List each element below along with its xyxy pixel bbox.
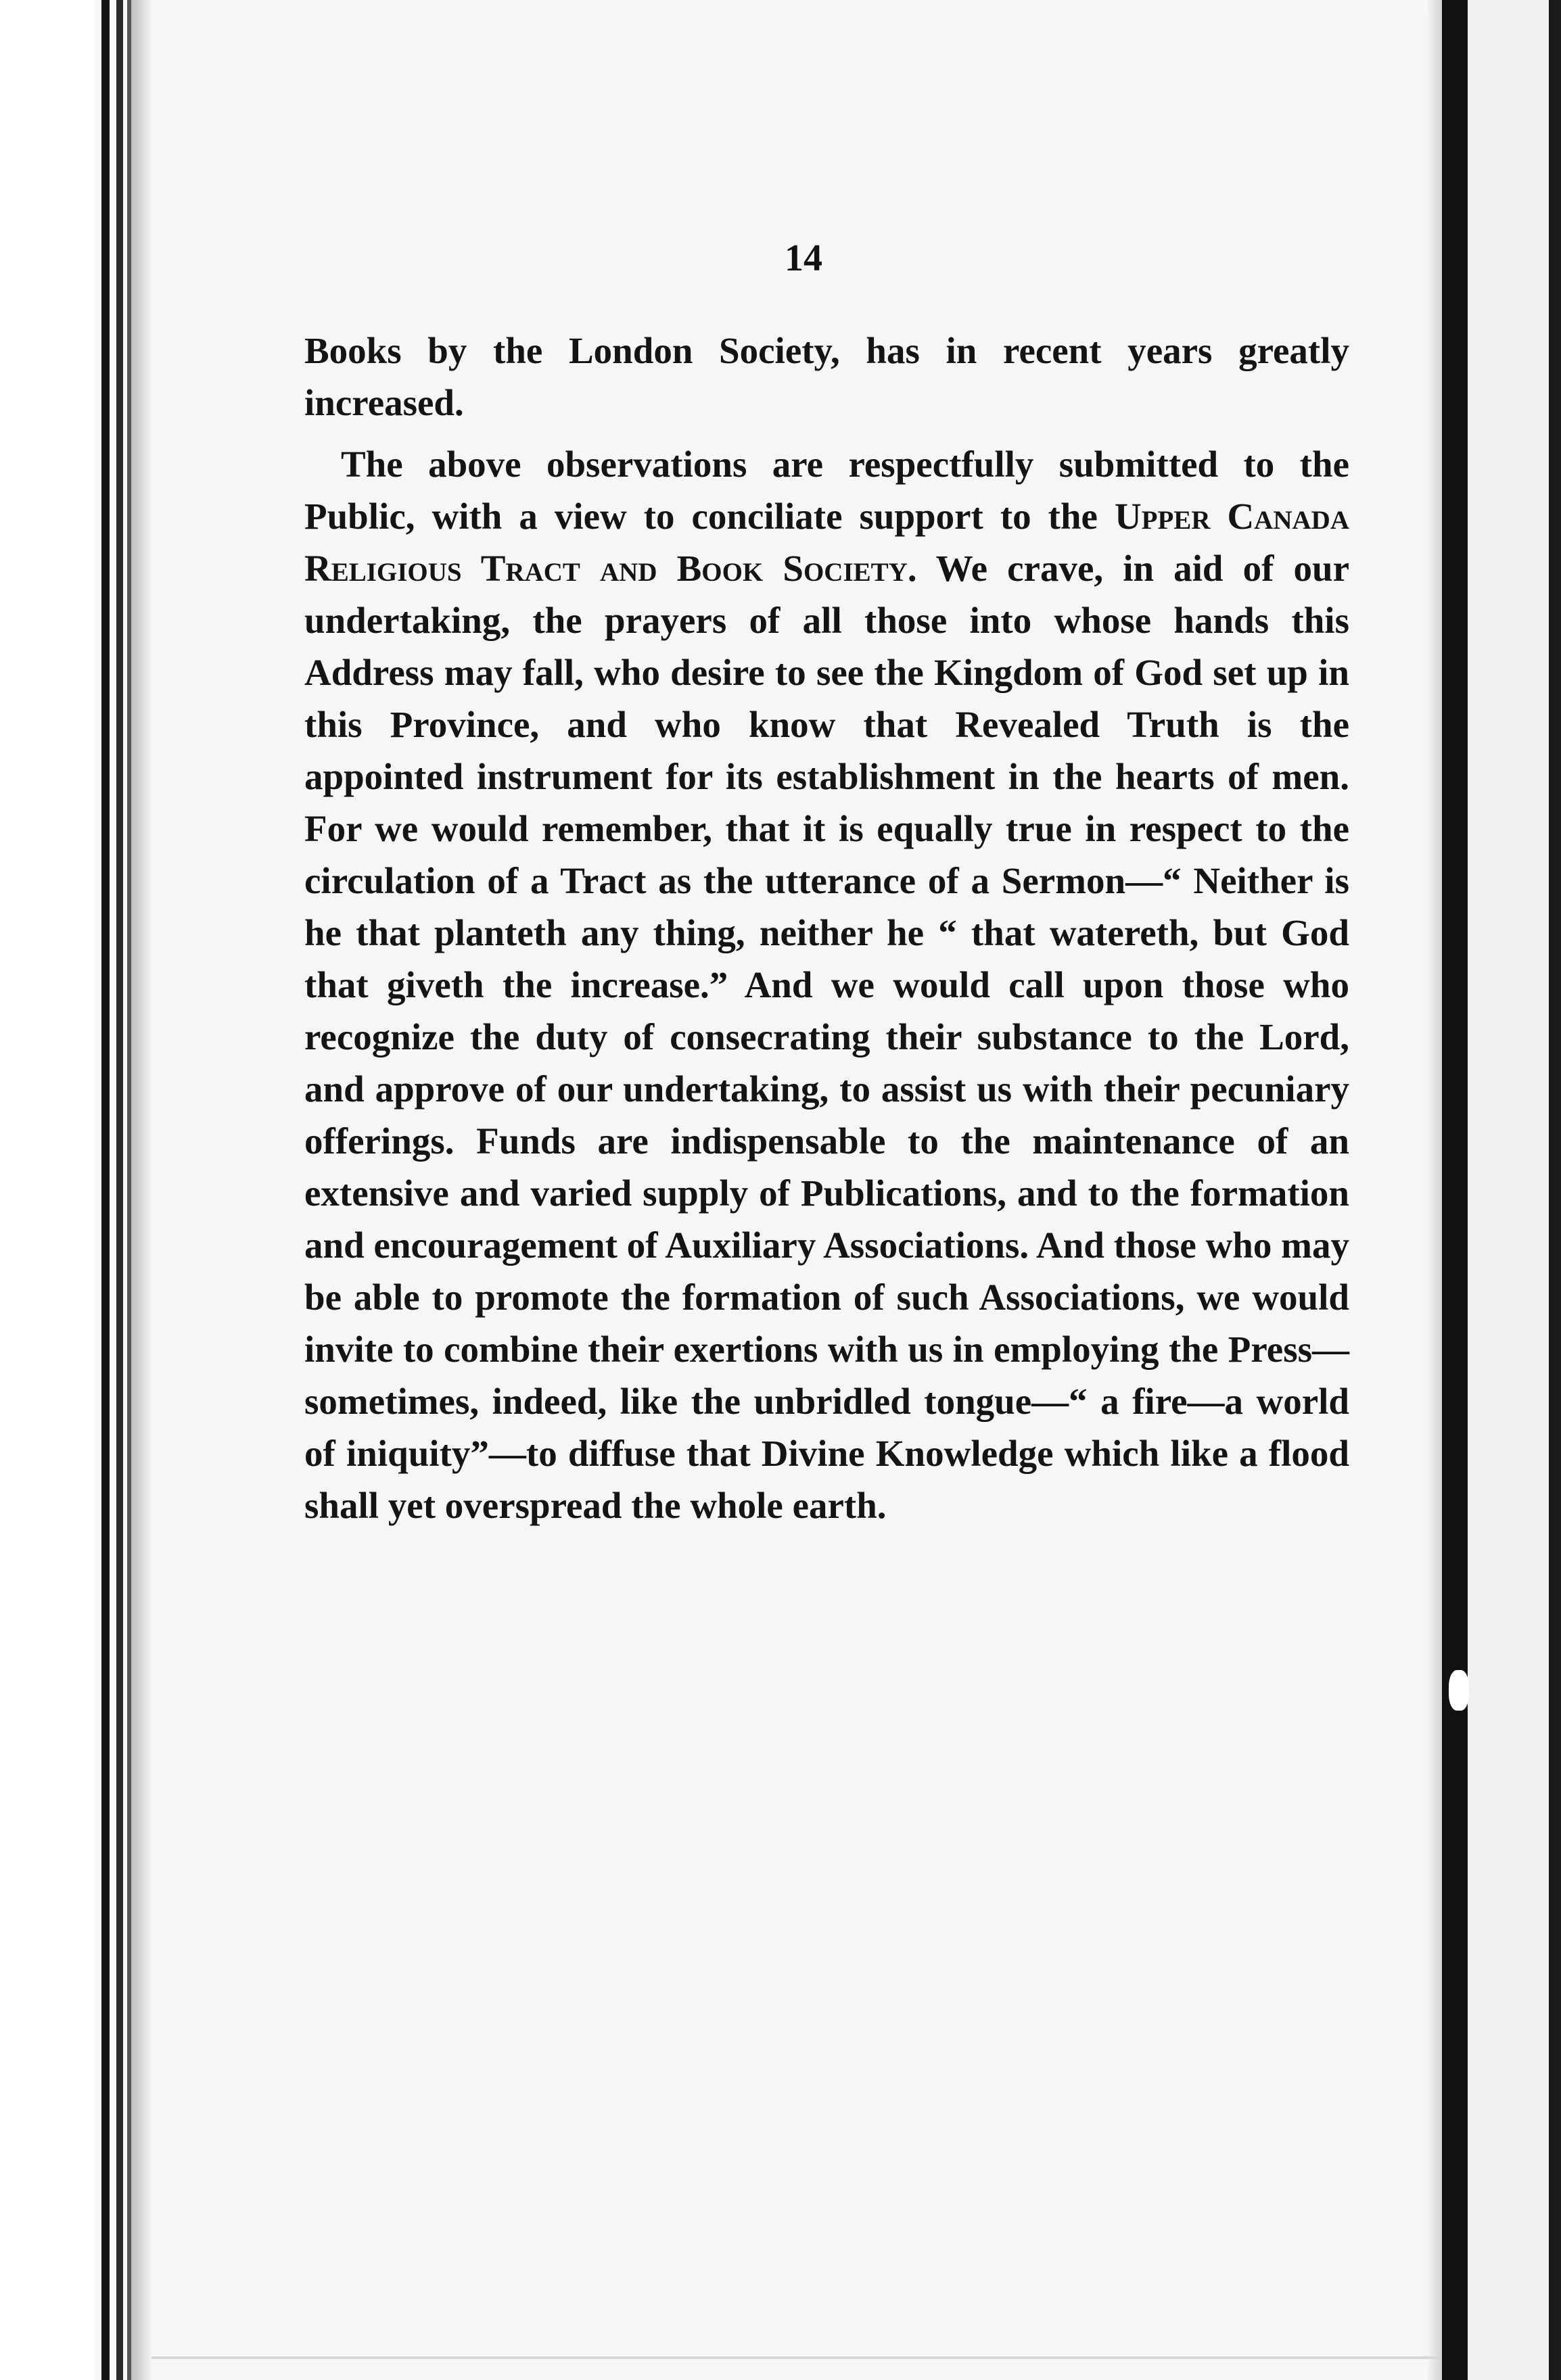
scan-margin bbox=[0, 0, 95, 2380]
body-text bbox=[304, 325, 1349, 1531]
binding-shadow bbox=[131, 0, 152, 2380]
page-number: 14 bbox=[785, 237, 822, 279]
society-name: Upper Canada Religious Tract and Book Society bbox=[304, 496, 1349, 589]
facing-page-border bbox=[1549, 0, 1561, 2380]
paragraph bbox=[304, 438, 1349, 1531]
text-run: The above observations are respectfully submitted to the Public, with a view to conciliate support to the bbox=[304, 444, 1349, 537]
scan-artifact bbox=[1449, 1670, 1469, 1711]
page-edge bbox=[1442, 0, 1468, 2380]
paragraph bbox=[304, 325, 1349, 429]
text-run: Books by the London Society, has in recent years greatly increased. bbox=[304, 330, 1349, 423]
page-bottom-edge bbox=[152, 2356, 1441, 2359]
page-edge-shadow bbox=[1427, 0, 1443, 2380]
text-run: . We crave, in aid of our undertaking, the prayers of all those into whose hands this Address may fall, who desire to see the Kingdom of God set up in this Province, and who know that Revealed Truth is the appointed instrument for its establishment in the hearts of men. For we would remember, that it is equally true in respect to the circulation of a Tract as the utterance of a Sermon—“ Neither is he that planteth any thing, neither he “ that watereth, but God that giveth the increase.” And we would call upon those who recognize the duty of consecrating their substance to the Lord, and approve of our undertaking, to assist us with their pecuniary offerings. Funds are indispensable to the maintenance of an extensive and varied supply of Publications, and to the formation and encouragement of Auxiliary Associations. And those who may be able to promote the formation of such Associations, we would invite to combine their exertions with us in employing the Press—sometimes, indeed, like the unbridled tongue—“ a fire—a world of iniquity”—to diffuse that Divine Knowledge which like a flood shall yet overspread the whole earth. bbox=[304, 548, 1349, 1526]
binding-edge bbox=[116, 0, 123, 2380]
facing-page-edge bbox=[1468, 0, 1561, 2380]
binding-edge bbox=[101, 0, 110, 2380]
